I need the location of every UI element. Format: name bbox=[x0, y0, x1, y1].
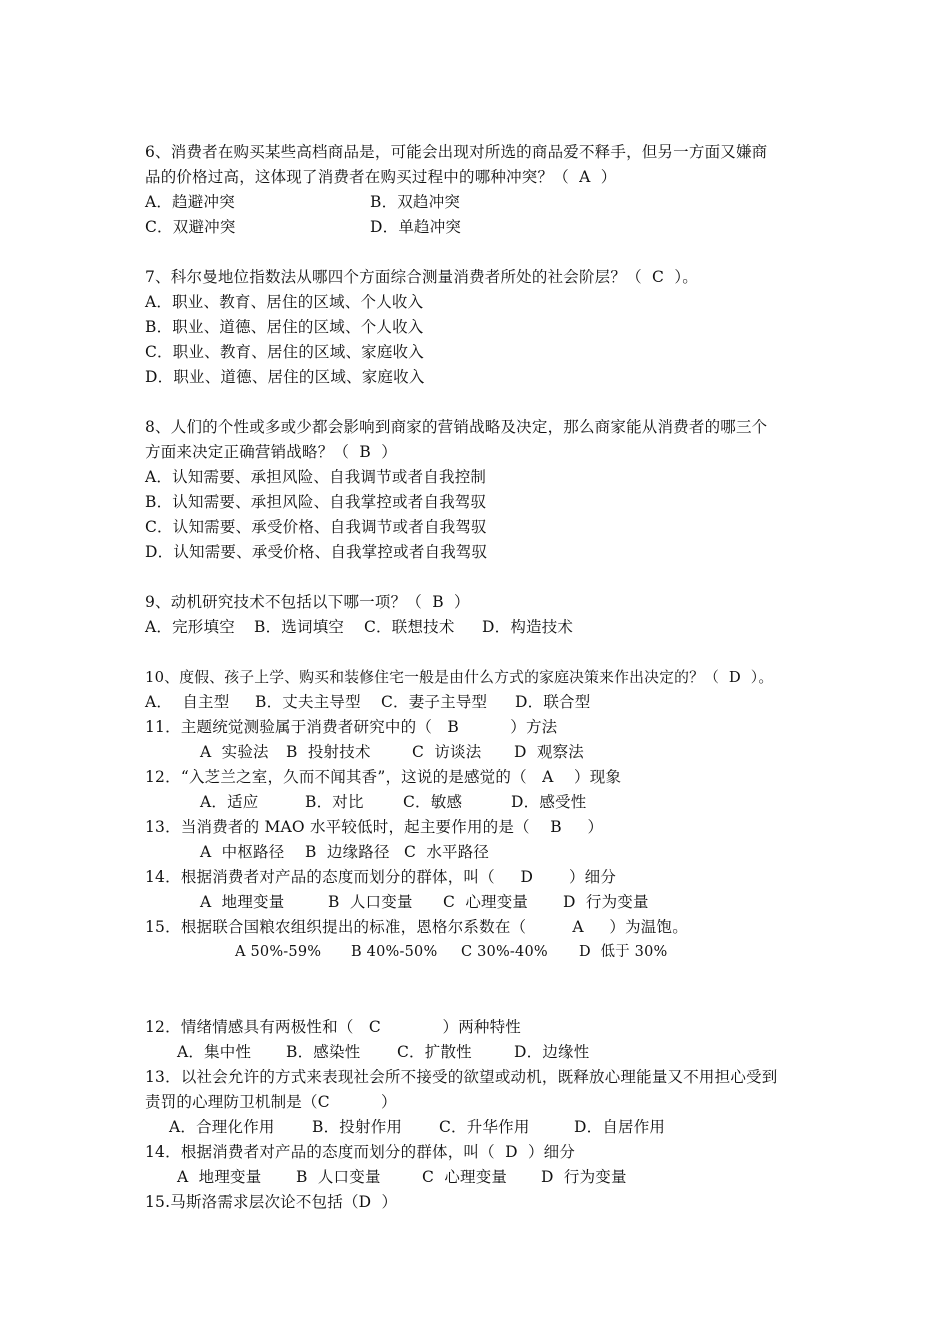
q7-option-d: D．职业、道德、居住的区域、家庭收入 bbox=[145, 368, 425, 386]
q13-stem: 13．当消费者的 MAO 水平较低时，起主要作用的是（ B ） bbox=[145, 818, 604, 836]
q8-option-b: B．认知需要、承担风险、自我掌控或者自我驾驭 bbox=[145, 493, 487, 511]
q10-options bbox=[145, 690, 591, 715]
q13b-option-b: B．投射作用 bbox=[312, 1118, 403, 1136]
q14b-options bbox=[145, 1165, 627, 1190]
q6-option-a: A．趋避冲突 bbox=[145, 193, 235, 211]
q14-option-c: C 心理变量 bbox=[443, 893, 529, 911]
q6-option-b: B．双趋冲突 bbox=[370, 193, 461, 211]
q12-option-d: D．感受性 bbox=[511, 793, 587, 811]
q11-option-b: B 投射技术 bbox=[286, 743, 371, 761]
q12-options bbox=[145, 790, 587, 815]
q8-option-c: C．认知需要、承受价格、自我调节或者自我驾驭 bbox=[145, 518, 487, 536]
q15-option-d: D 低于 30% bbox=[579, 944, 668, 960]
q15-option-b: B 40%-50% bbox=[351, 944, 438, 960]
q10-option-a: A． 自主型 bbox=[145, 693, 230, 711]
q9-option-d: D．构造技术 bbox=[482, 618, 574, 636]
q6-option-c: C．双避冲突 bbox=[145, 218, 236, 236]
q12-stem: 12．“入芝兰之室，久而不闻其香”，这说的是感觉的（ A ）现象 bbox=[145, 768, 622, 786]
q13b-option-a: A．合理化作用 bbox=[169, 1118, 275, 1136]
q13b-options bbox=[145, 1115, 666, 1140]
q14-option-d: D 行为变量 bbox=[563, 893, 649, 911]
q12-option-c: C．敏感 bbox=[403, 793, 463, 811]
q15-option-a: A 50%-59% bbox=[235, 944, 322, 960]
q10-option-d: D．联合型 bbox=[515, 693, 591, 711]
q8-option-a: A．认知需要、承担风险、自我调节或者自我控制 bbox=[145, 468, 487, 486]
q14b-option-b: B 人口变量 bbox=[296, 1168, 381, 1186]
q8-option-d: D．认知需要、承受价格、自我掌控或者自我驾驭 bbox=[145, 543, 488, 561]
q7-option-b: B．职业、道德、居住的区域、个人收入 bbox=[145, 318, 424, 336]
q14-options bbox=[145, 890, 649, 915]
q7-option-a: A．职业、教育、居住的区域、个人收入 bbox=[145, 293, 424, 311]
q14b-stem: 14．根据消费者对产品的态度而划分的群体，叫（ D ）细分 bbox=[145, 1143, 576, 1161]
q6-stem-line2: 品的价格过高，这体现了消费者在购买过程中的哪种冲突？（ A ） bbox=[145, 168, 617, 186]
q11-options bbox=[145, 740, 584, 765]
q12b-option-c: C．扩散性 bbox=[397, 1043, 472, 1061]
q10-stem: 10、度假、孩子上学、购买和装修住宅一般是由什么方式的家庭决策来作出决定的？（ D ）。 bbox=[145, 669, 774, 686]
q12b-options bbox=[145, 1040, 590, 1065]
q13b-stem-line1: 13．以社会允许的方式来表现社会所不接受的欲望或动机，既释放心理能量又不用担心受到 bbox=[145, 1068, 778, 1086]
q13b-stem-line2: 责罚的心理防卫机制是（C ） bbox=[145, 1093, 397, 1111]
q8-stem-line2: 方面来决定正确营销战略？（ B ） bbox=[145, 443, 397, 461]
q9-option-b: B．选词填空 bbox=[254, 618, 345, 636]
q11-option-c: C 访谈法 bbox=[412, 743, 482, 761]
q14-option-a: A 地理变量 bbox=[200, 893, 285, 911]
q11-stem: 11．主题统觉测验属于消费者研究中的（ B ）方法 bbox=[145, 718, 558, 736]
q13-option-b: B 边缘路径 bbox=[305, 843, 390, 861]
q14b-option-a: A 地理变量 bbox=[177, 1168, 262, 1186]
q14-option-b: B 人口变量 bbox=[328, 893, 413, 911]
q13-options bbox=[145, 840, 490, 865]
q6-stem-line1: 6、消费者在购买某些高档商品是，可能会出现对所选的商品爱不释手，但另一方面又嫌商 bbox=[145, 143, 768, 161]
q7-option-c: C．职业、教育、居住的区域、家庭收入 bbox=[145, 343, 424, 361]
q6-options-row2 bbox=[145, 215, 462, 240]
q11-option-d: D 观察法 bbox=[514, 743, 584, 761]
q12-option-b: B．对比 bbox=[305, 793, 364, 811]
q13-option-c: C 水平路径 bbox=[404, 843, 490, 861]
q10-option-b: B．丈夫主导型 bbox=[255, 693, 361, 711]
q9-options bbox=[145, 615, 574, 640]
q13b-option-d: D．自居作用 bbox=[574, 1118, 666, 1136]
q13-option-a: A 中枢路径 bbox=[200, 843, 285, 861]
q12b-stem: 12．情绪情感具有两极性和（ C ）两种特性 bbox=[145, 1018, 521, 1036]
q15-options bbox=[145, 940, 668, 965]
q9-stem: 9、动机研究技术不包括以下哪一项？（ B ） bbox=[145, 593, 470, 611]
q9-option-a: A．完形填空 bbox=[145, 618, 235, 636]
q12b-option-a: A．集中性 bbox=[177, 1043, 252, 1061]
q9-option-c: C．联想技术 bbox=[364, 618, 455, 636]
q14-stem: 14．根据消费者对产品的态度而划分的群体，叫（ D ）细分 bbox=[145, 868, 617, 886]
q15-stem: 15．根据联合国粮农组织提出的标准，恩格尔系数在（ A ）为温饱。 bbox=[145, 918, 688, 936]
q14b-option-c: C 心理变量 bbox=[422, 1168, 508, 1186]
q11-option-a: A 实验法 bbox=[200, 743, 269, 761]
q7-stem: 7、科尔曼地位指数法从哪四个方面综合测量消费者所处的社会阶层？（ C ）。 bbox=[145, 268, 698, 286]
q13b-option-c: C．升华作用 bbox=[439, 1118, 530, 1136]
q6-options-row1 bbox=[145, 190, 461, 215]
q12b-option-b: B．感染性 bbox=[286, 1043, 361, 1061]
q14b-option-d: D 行为变量 bbox=[541, 1168, 627, 1186]
q15-option-c: C 30%-40% bbox=[461, 944, 548, 960]
q6-option-d: D．单趋冲突 bbox=[370, 218, 462, 236]
q15b-stem: 15.马斯洛需求层次论不包括（D ） bbox=[145, 1193, 398, 1211]
q12b-option-d: D．边缘性 bbox=[514, 1043, 590, 1061]
q12-option-a: A．适应 bbox=[200, 793, 259, 811]
q8-stem-line1: 8、人们的个性或多或少都会影响到商家的营销战略及决定，那么商家能从消费者的哪三个 bbox=[145, 418, 768, 436]
q10-option-c: C．妻子主导型 bbox=[381, 693, 488, 711]
